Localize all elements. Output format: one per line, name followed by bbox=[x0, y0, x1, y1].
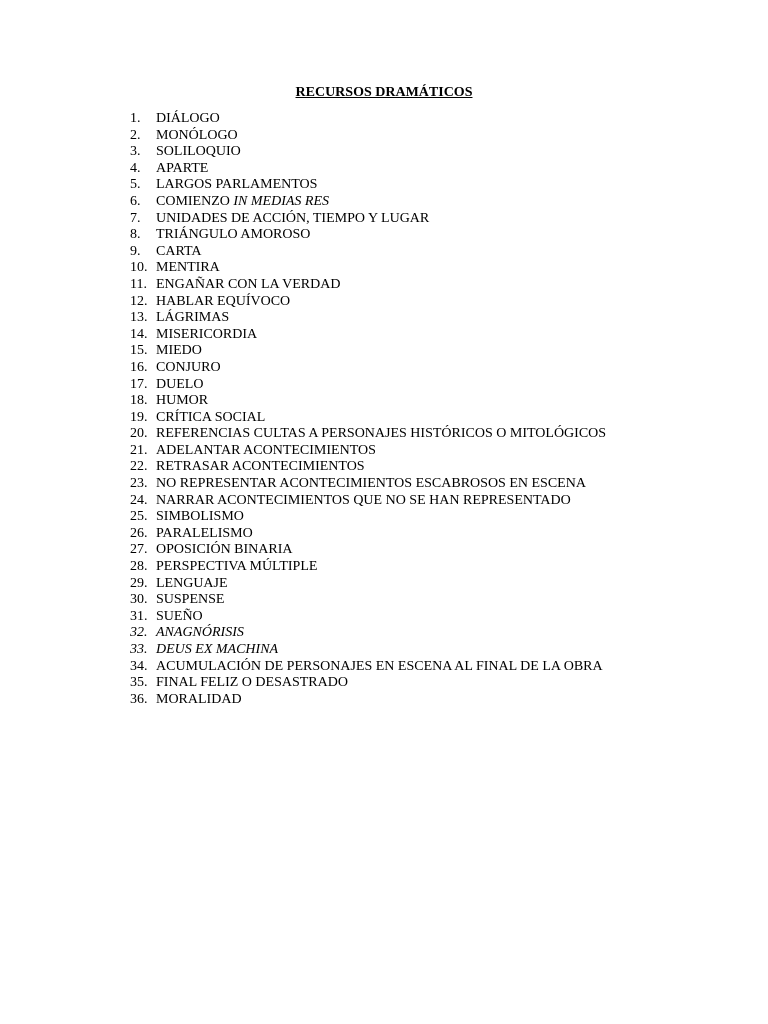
list-item-text bbox=[156, 260, 220, 277]
list-item-text bbox=[156, 111, 220, 128]
list-item-text bbox=[156, 576, 228, 593]
list-item bbox=[130, 144, 606, 161]
list-item bbox=[130, 493, 606, 510]
list-item bbox=[130, 227, 606, 244]
list-item-label: TRIÁNGULO AMOROSO bbox=[156, 227, 311, 243]
list-item-label: DEUS EX MACHINA bbox=[156, 642, 279, 657]
list-item-label: PARALELISMO bbox=[156, 525, 253, 541]
list-item bbox=[130, 294, 606, 311]
list-item-number: 25. bbox=[130, 509, 148, 525]
list-item bbox=[130, 211, 606, 228]
list-item-number: 28. bbox=[130, 559, 148, 575]
list-item-italic-label: IN MEDIAS RES bbox=[233, 193, 330, 209]
list-item bbox=[130, 476, 606, 493]
list-item-number: 32. bbox=[130, 625, 148, 641]
list-item-number: 15. bbox=[130, 343, 148, 359]
list-item bbox=[130, 128, 606, 145]
list-item-number: 9. bbox=[130, 243, 141, 259]
list-item-text bbox=[156, 294, 290, 311]
list-item-label: UNIDADES DE ACCIÓN, TIEMPO Y LUGAR bbox=[156, 210, 430, 226]
list-item-text bbox=[156, 493, 571, 510]
list-item-number: 11. bbox=[130, 276, 147, 292]
list-item-number: 20. bbox=[130, 426, 148, 442]
list-item bbox=[130, 360, 606, 377]
list-item-number: 36. bbox=[130, 691, 148, 707]
list-item-label: MORALIDAD bbox=[156, 691, 242, 707]
list-item bbox=[130, 443, 606, 460]
list-item-label: MENTIRA bbox=[156, 260, 220, 276]
list-item-label: HABLAR EQUÍVOCO bbox=[156, 293, 291, 309]
list-item-text bbox=[156, 211, 429, 228]
list-item-number: 16. bbox=[130, 359, 148, 375]
list-item bbox=[130, 260, 606, 277]
list-item-text bbox=[156, 609, 203, 626]
list-item-label: DIÁLOGO bbox=[156, 111, 220, 126]
list-item-label: OPOSICIÓN BINARIA bbox=[156, 542, 293, 558]
list-item-number: 34. bbox=[130, 658, 148, 674]
list-item bbox=[130, 542, 606, 559]
list-item-number: 10. bbox=[130, 260, 148, 276]
list-item-text bbox=[156, 393, 208, 410]
list-item-number: 6. bbox=[130, 193, 141, 209]
list-item bbox=[130, 659, 606, 676]
list-item-label: MIEDO bbox=[156, 343, 202, 359]
list-item-text bbox=[156, 360, 221, 377]
list-item-label: SIMBOLISMO bbox=[156, 509, 244, 525]
list-item-label: ENGAÑAR CON LA VERDAD bbox=[156, 276, 341, 292]
list-item-text bbox=[156, 343, 202, 360]
list-item-label: RETRASAR ACONTECIMIENTOS bbox=[156, 459, 365, 475]
list-item-label: PERSPECTIVA MÚLTIPLE bbox=[156, 559, 318, 575]
list-item-text bbox=[156, 509, 244, 526]
list-item bbox=[130, 609, 606, 626]
list-item-label: FINAL FELIZ O DESASTRADO bbox=[156, 675, 348, 691]
list-item-label: MISERICORDIA bbox=[156, 326, 258, 342]
list-item bbox=[130, 692, 606, 709]
list-item-label: REFERENCIAS CULTAS A PERSONAJES HISTÓRICOS O MITOLÓGICOS bbox=[156, 426, 607, 442]
list-item-text bbox=[156, 377, 203, 394]
list-item bbox=[130, 327, 606, 344]
list-item-number: 2. bbox=[130, 127, 141, 143]
list-item-label: HUMOR bbox=[156, 393, 209, 409]
list-item-label: SUEÑO bbox=[156, 608, 203, 624]
list-item bbox=[130, 194, 606, 211]
list-item-number: 19. bbox=[130, 409, 148, 425]
list-item bbox=[130, 459, 606, 476]
list-item-label: ADELANTAR ACONTECIMIENTOS bbox=[156, 442, 376, 458]
list-item-number: 4. bbox=[130, 160, 141, 176]
list-item bbox=[130, 509, 606, 526]
list-item-text bbox=[156, 227, 310, 244]
list-item-number: 31. bbox=[130, 608, 148, 624]
list-item-text bbox=[156, 592, 224, 609]
list-item bbox=[130, 161, 606, 178]
list-item bbox=[130, 576, 606, 593]
list-item-text bbox=[156, 476, 586, 493]
list-item-text bbox=[156, 459, 365, 476]
list-item-number: 33. bbox=[130, 642, 148, 657]
list-item-label: MONÓLOGO bbox=[156, 127, 238, 143]
list-item-text bbox=[156, 625, 244, 642]
list-item-text bbox=[156, 128, 238, 145]
list-item-number: 7. bbox=[130, 210, 141, 226]
list-item bbox=[130, 277, 606, 294]
list-item-label: LÁGRIMAS bbox=[156, 310, 230, 326]
list-item-label: NO REPRESENTAR ACONTECIMIENTOS ESCABROSOS EN ESCENA bbox=[156, 476, 586, 492]
list-item-number: 12. bbox=[130, 293, 148, 309]
list-item bbox=[130, 111, 606, 128]
list-item-label: CARTA bbox=[156, 243, 202, 259]
list-item-label: LARGOS PARLAMENTOS bbox=[156, 177, 318, 193]
list-item-number: 22. bbox=[130, 459, 148, 475]
list-item-number: 3. bbox=[130, 144, 141, 160]
list-item-text bbox=[156, 194, 329, 211]
list-item-text bbox=[156, 642, 278, 659]
list-item-number: 27. bbox=[130, 542, 148, 558]
list-item bbox=[130, 393, 606, 410]
list-item bbox=[130, 642, 606, 659]
list-item-number: 18. bbox=[130, 393, 148, 409]
list-item-label: ANAGNÓRISIS bbox=[156, 625, 244, 641]
list-item-text bbox=[156, 426, 606, 443]
list-item-number: 30. bbox=[130, 592, 148, 608]
list-item-number: 17. bbox=[130, 376, 148, 392]
list-item bbox=[130, 377, 606, 394]
list-item bbox=[130, 426, 606, 443]
list-item-number: 21. bbox=[130, 442, 148, 458]
list-item-text bbox=[156, 559, 317, 576]
list-item bbox=[130, 343, 606, 360]
list-item-number: 26. bbox=[130, 525, 148, 541]
list-item-label: COMIENZO bbox=[156, 193, 234, 209]
list-item-label: ACUMULACIÓN DE PERSONAJES EN ESCENA AL FINAL DE LA OBRA bbox=[156, 658, 603, 674]
list-item bbox=[130, 526, 606, 543]
list-item-number: 35. bbox=[130, 675, 148, 691]
list-item-label: SUSPENSE bbox=[156, 592, 225, 608]
list-item-text bbox=[156, 526, 253, 543]
list-item-label: DUELO bbox=[156, 376, 204, 392]
list-item-label: NARRAR ACONTECIMIENTOS QUE NO SE HAN REPRESENTADO bbox=[156, 492, 571, 508]
list-item-text bbox=[156, 277, 340, 294]
list-item-text bbox=[156, 244, 202, 261]
list-item bbox=[130, 410, 606, 427]
list-item bbox=[130, 244, 606, 261]
list-item-text bbox=[156, 310, 229, 327]
list-item-label: LENGUAJE bbox=[156, 575, 228, 591]
list-item-number: 1. bbox=[130, 111, 141, 126]
list-item bbox=[130, 592, 606, 609]
list-item-label: APARTE bbox=[156, 160, 209, 176]
list-item-text bbox=[156, 443, 376, 460]
list-item-number: 23. bbox=[130, 476, 148, 492]
list-item-number: 5. bbox=[130, 177, 141, 193]
document-title: RECURSOS DRAMÁTICOS bbox=[295, 85, 473, 100]
list-item-text bbox=[156, 144, 241, 161]
list-item-text bbox=[156, 542, 293, 559]
list-item-number: 8. bbox=[130, 227, 141, 243]
list-item-text bbox=[156, 692, 242, 709]
list-item-text bbox=[156, 675, 348, 692]
list-item-text bbox=[156, 161, 208, 178]
list-item bbox=[130, 177, 606, 194]
list-item-number: 13. bbox=[130, 310, 148, 326]
list-item-label: SOLILOQUIO bbox=[156, 144, 241, 160]
list-item-number: 29. bbox=[130, 575, 148, 591]
list-item-text bbox=[156, 177, 317, 194]
list-item-label: CONJURO bbox=[156, 359, 221, 375]
list-item bbox=[130, 625, 606, 642]
list-item-text bbox=[156, 410, 265, 427]
list-item bbox=[130, 675, 606, 692]
resource-list bbox=[130, 111, 606, 708]
list-item-number: 14. bbox=[130, 326, 148, 342]
list-item-text bbox=[156, 327, 257, 344]
list-item-text bbox=[156, 659, 603, 676]
list-item-number: 24. bbox=[130, 492, 148, 508]
list-item bbox=[130, 559, 606, 576]
list-item-label: CRÍTICA SOCIAL bbox=[156, 409, 266, 425]
list-item bbox=[130, 310, 606, 327]
